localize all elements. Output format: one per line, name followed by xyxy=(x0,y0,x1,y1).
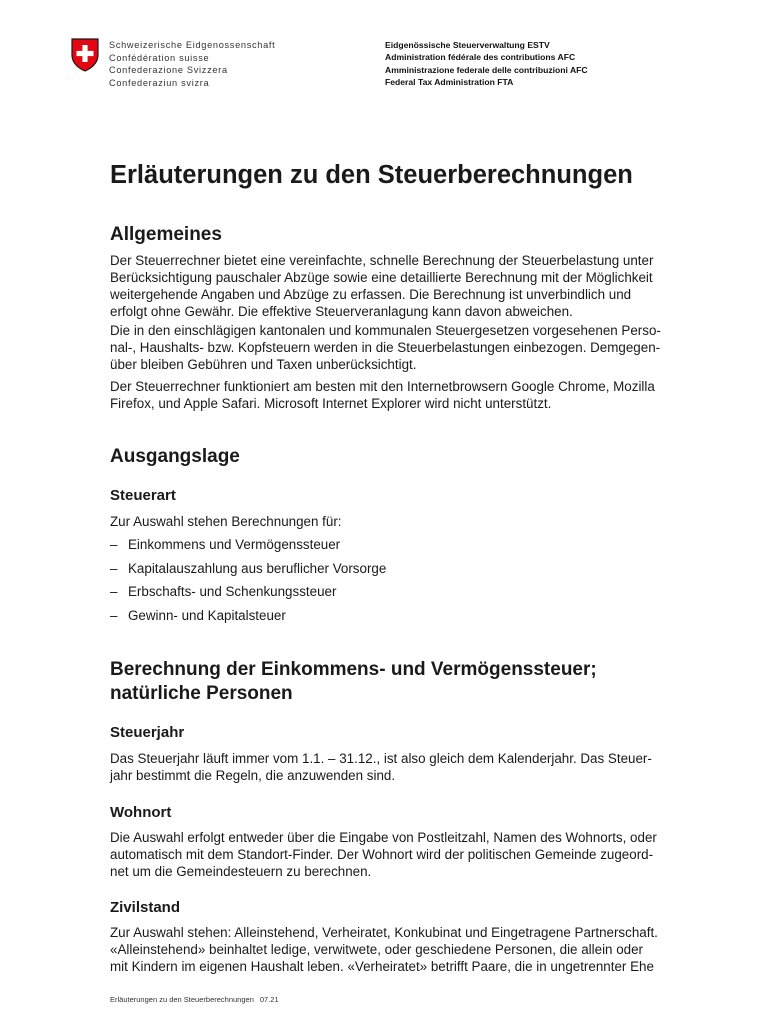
department-name-de: Eidgenössische Steuerverwaltung ESTV xyxy=(385,40,550,50)
federal-name-de: Schweizerische Eidgenossenschaft xyxy=(109,40,276,50)
text-line: mit Kindern im eigenen Haushalt leben. «Verheiratet» betrifft Paare, die in ungetrennter Ehe xyxy=(110,959,654,974)
section-heading-berechnung xyxy=(110,658,597,706)
page-footer xyxy=(110,995,279,1004)
bullet-dash: – xyxy=(110,537,118,552)
text-line: über bleiben Gebühren und Taxen unberücksichtigt. xyxy=(110,357,417,372)
list-item-text: Erbschafts- und Schenkungssteuer xyxy=(128,584,337,600)
department-name-fr: Administration fédérale des contributions AFC xyxy=(385,52,576,63)
subheading-wohnort: Wohnort xyxy=(110,804,172,821)
department-name-en: Federal Tax Administration FTA xyxy=(385,76,514,87)
text-line: Zur Auswahl stehen Berechnungen für: xyxy=(110,514,342,529)
department-names xyxy=(385,39,588,88)
department-name-it: Amministrazione federale delle contribuzioni AFC xyxy=(385,64,588,75)
text-line: Firefox, und Apple Safari. Microsoft Internet Explorer wird nicht unterstützt. xyxy=(110,396,552,411)
zivilstand-paragraph xyxy=(110,924,700,975)
bullet-dash: – xyxy=(110,560,118,576)
text-line: Zur Auswahl stehen: Alleinstehend, Verheiratet, Konkubinat und Eingetragene Partnerschaft. xyxy=(110,925,658,940)
steuerart-list xyxy=(110,536,386,630)
text-line: «Alleinstehend» beinhaltet ledige, verwitwete, oder geschiedene Personen, die allein oder xyxy=(110,942,644,957)
footer-doc-name: Erläuterungen zu den Steuerberechnungen xyxy=(110,995,254,1004)
list-item xyxy=(110,560,386,584)
wohnort-paragraph xyxy=(110,829,700,880)
list-item xyxy=(110,536,386,560)
text-line: Die in den einschlägigen kantonalen und kommunalen Steuergesetzen vorgesehenen Perso- xyxy=(110,323,661,338)
text-line: Die Auswahl erfolgt entweder über die Eingabe von Postleitzahl, Namen des Wohnorts, oder xyxy=(110,830,657,845)
footer-version: 07.21 xyxy=(259,995,279,1004)
text-line: net um die Gemeindesteuern zu berechnen. xyxy=(110,864,372,879)
text-line: erfolgt ohne Gewähr. Die effektive Steuerveranlagung kann davon abweichen. xyxy=(110,304,573,319)
federal-name-fr: Confédération suisse xyxy=(109,52,210,63)
allgemeines-paragraph-1 xyxy=(110,252,700,320)
text-line: weitergehende Angaben und Abzüge zu erfassen. Die Berechnung ist unverbindlich und xyxy=(110,287,632,302)
heading-line: Berechnung der Einkommens- und Vermögenssteuer; xyxy=(110,659,597,680)
bullet-dash: – xyxy=(110,607,118,623)
allgemeines-paragraph-3 xyxy=(110,378,700,412)
page-header xyxy=(70,38,770,98)
bullet-dash: – xyxy=(110,584,118,600)
heading-line: natürliche Personen xyxy=(110,683,293,704)
list-item-text: Kapitalauszahlung aus beruflicher Vorsorge xyxy=(128,560,387,576)
federal-names xyxy=(109,39,275,89)
list-item-text: Gewinn- und Kapitalsteuer xyxy=(128,607,286,623)
text-line: Berücksichtigung pauschaler Abzüge sowie eine detaillierte Berechnung mit der Möglichkeit xyxy=(110,270,653,285)
allgemeines-paragraph-2 xyxy=(110,322,700,373)
swiss-crest-icon xyxy=(70,38,100,72)
subheading-steuerart: Steuerart xyxy=(110,487,176,504)
section-heading-allgemeines: Allgemeines xyxy=(110,224,222,245)
list-item xyxy=(110,583,386,607)
list-item xyxy=(110,607,386,631)
text-line: automatisch mit dem Standort-Finder. Der Wohnort wird der politischen Gemeinde zugeord- xyxy=(110,847,654,862)
page-title: Erläuterungen zu den Steuerberechnungen xyxy=(110,161,633,189)
federal-name-rm: Confederaziun svizra xyxy=(109,77,210,88)
subheading-zivilstand: Zivilstand xyxy=(110,899,181,916)
text-line: jahr bestimmt die Regeln, die anzuwenden sind. xyxy=(110,768,396,783)
list-item-text: Einkommens und Vermögenssteuer xyxy=(128,537,341,552)
text-line: nal-, Haushalts- bzw. Kopfsteuern werden in die Steuerbelastungen einbezogen. Demgegen- xyxy=(110,340,661,355)
text-line: Der Steuerrechner bietet eine vereinfachte, schnelle Berechnung der Steuerbelastung unter xyxy=(110,253,654,268)
section-heading-ausgangslage: Ausgangslage xyxy=(110,446,240,467)
steuerjahr-paragraph xyxy=(110,750,700,784)
federal-name-it: Confederazione Svizzera xyxy=(109,65,228,76)
text-line: Der Steuerrechner funktioniert am besten mit den Internetbrowsern Google Chrome, Mozilla xyxy=(110,379,655,394)
text-line: Das Steuerjahr läuft immer vom 1.1. – 31.12., ist also gleich dem Kalenderjahr. Das Steuer- xyxy=(110,751,652,766)
steuerart-intro xyxy=(110,513,700,530)
subheading-steuerjahr: Steuerjahr xyxy=(110,724,185,741)
